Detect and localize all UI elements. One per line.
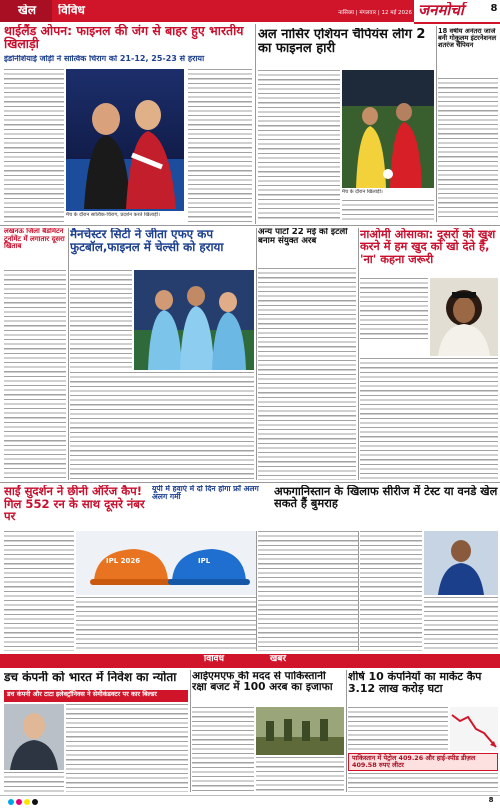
column-rule [256, 531, 257, 651]
body-text-mancity [70, 270, 132, 370]
body-text-dutch-2 [4, 772, 64, 792]
body-text-thailand [4, 69, 64, 224]
body-text-afghanistan [360, 531, 422, 651]
registration-mark-black [32, 799, 38, 805]
lower-section-label-right: खबरें [269, 655, 287, 664]
body-text-al-nassr-2 [342, 200, 434, 222]
caption-thailand-open: मैच के दौरान सात्विक-चिराग, प्रदर्शन करते खिलाड़ी। [66, 212, 160, 218]
headline-up-forecast: यूपी में हवाएं में दो दिन होगा फ्रॉ अलग अलग गर्मी [152, 485, 259, 502]
body-text-osaka [360, 278, 428, 342]
section-label-primary-text: खेल [18, 4, 36, 17]
photo-market-chart [450, 707, 498, 751]
subhead-thailand-open: इंडोनेशियाई जोड़ी ने सात्विक चिराग को 21-12, 25-23 से हराया [4, 55, 205, 63]
photo-al-nassr [342, 70, 434, 188]
badminton-players-photo [66, 69, 184, 211]
headline-osaka: नाओमी ओसाका: दूसरों को खुश करने में हम खुद को खो देते हैं, 'ना' कहना जरूरी [360, 228, 496, 266]
ipl-badge-left: IPL 2026 [106, 557, 141, 565]
body-text-dutch [66, 704, 188, 792]
photo-dutch [4, 704, 64, 770]
section-label-secondary: विविध [58, 4, 85, 17]
body-text-osaka-2 [360, 358, 498, 480]
body-text-sudarshan [4, 531, 74, 651]
mancity-celebration-photo [134, 270, 254, 370]
body-text-pakistan-defense-2 [256, 757, 344, 792]
photo-osaka [430, 278, 498, 356]
photo-bumrah [424, 531, 498, 595]
body-text-badminton [4, 270, 66, 480]
bumrah-photo [424, 531, 498, 595]
body-text-cricket [258, 268, 356, 480]
headline-afghanistan: अफगानिस्तान के खिलाफ सीरीज में टेस्ट या वनडे खेल सकते हैं बुमराह [274, 485, 498, 511]
body-text-pakistan-defense [192, 707, 254, 792]
headline-pakistan-defense: आईएमएफ की मदद से पाकिस्तानी रक्षा बजट में 100 अरब का इजाफा [192, 671, 333, 694]
registration-mark-yellow [24, 799, 30, 805]
column-rule [255, 24, 256, 224]
footer-page-marker: 8 [488, 797, 494, 804]
body-text-al-nassr [258, 70, 340, 220]
subhead-dutch: डच कंपनी और टाटा इलेक्ट्रॉनिक्स ने सेमीकंडक्टर पर कार बिल्डर [4, 690, 188, 702]
column-rule [436, 26, 437, 222]
page-number: 8 [490, 4, 498, 14]
headline-mancity: मैनचेस्टर सिटी ने जीता एफए कप फुटबॉल,फाइनल में चेल्सी को हराया [70, 228, 224, 254]
naomi-osaka-photo [430, 278, 498, 356]
body-text-up-forecast [258, 531, 358, 651]
body-text-afghanistan-2 [424, 597, 498, 651]
headline-chess: 18 वर्षीय अनंतरा जार्ज बनी गोकुलम इंटरनेशनल शतरंज चैंपियन [438, 28, 497, 50]
dutch-official-photo [4, 704, 64, 770]
lower-section-label: विविध [203, 655, 225, 664]
column-rule [68, 228, 69, 480]
masthead: जनमोर्चा [418, 2, 464, 19]
headline-sudarshan: साईं सुदर्शन ने छीनी ऑरेंज कैप! गिल 552 रन के साथ दूसरे नंबर पर [4, 485, 145, 524]
ipl-caps-graphic [76, 531, 256, 595]
caption-al-nassr: मैच के दौरान खिलाड़ी। [342, 189, 383, 195]
photo-mancity [134, 270, 254, 370]
body-text-sudarshan-2 [76, 597, 256, 651]
dateline: नासिक्य | मंगलवार | 12 मई 2026 [338, 10, 412, 16]
box-petrol-price: पाकिस्तान में पेट्रोल 409.26 और हाई-स्पीड डीज़ल 409.58 रुपए लीटर [348, 753, 498, 771]
market-decline-graphic [450, 707, 498, 751]
registration-mark-magenta [16, 799, 22, 805]
headline-badminton: लखनऊ जिला बैडमिंटन टूर्नामेंट में लगातार दूसरा खिताब [4, 228, 65, 251]
military-parade-photo [256, 707, 344, 755]
photo-ipl-caps [76, 531, 256, 595]
column-rule [346, 670, 347, 792]
headline-cricket: अन्य पार्टों 22 मई को इटली बनाम संयुक्त अरब [258, 228, 348, 247]
body-text-thailand-right [188, 69, 252, 224]
photo-thailand-open [66, 69, 184, 211]
column-rule [358, 531, 359, 651]
football-match-photo [342, 70, 434, 188]
column-rule [190, 670, 191, 792]
headline-thailand-open: थाईलैंड ओपन: फाइनल की जंग से बाहर हुए भारतीय खिलाड़ी [4, 24, 244, 52]
headline-al-nassr: अल नासिर एशियन चैंपियंस लीग 2 का फाइनल हारी [258, 28, 426, 57]
photo-pakistan-defense [256, 707, 344, 755]
row-rule [0, 482, 500, 483]
body-text-chess [438, 78, 498, 220]
ipl-badge-right: IPL [198, 557, 211, 565]
headline-market-cap: शीर्ष 10 कंपनियों का मार्केट कैप 3.12 लाख करोड़ घटा [348, 671, 482, 695]
column-rule [256, 228, 257, 480]
body-text-market-cap [348, 707, 448, 751]
headline-dutch: डच कंपनी को भारत में निवेश का न्योता [4, 671, 177, 684]
body-text-market-cap-2 [348, 773, 498, 792]
registration-mark-cyan [8, 799, 14, 805]
footer-bar [0, 795, 500, 809]
column-rule [358, 228, 359, 480]
row-rule [0, 225, 500, 226]
body-text-mancity-2 [70, 372, 254, 480]
